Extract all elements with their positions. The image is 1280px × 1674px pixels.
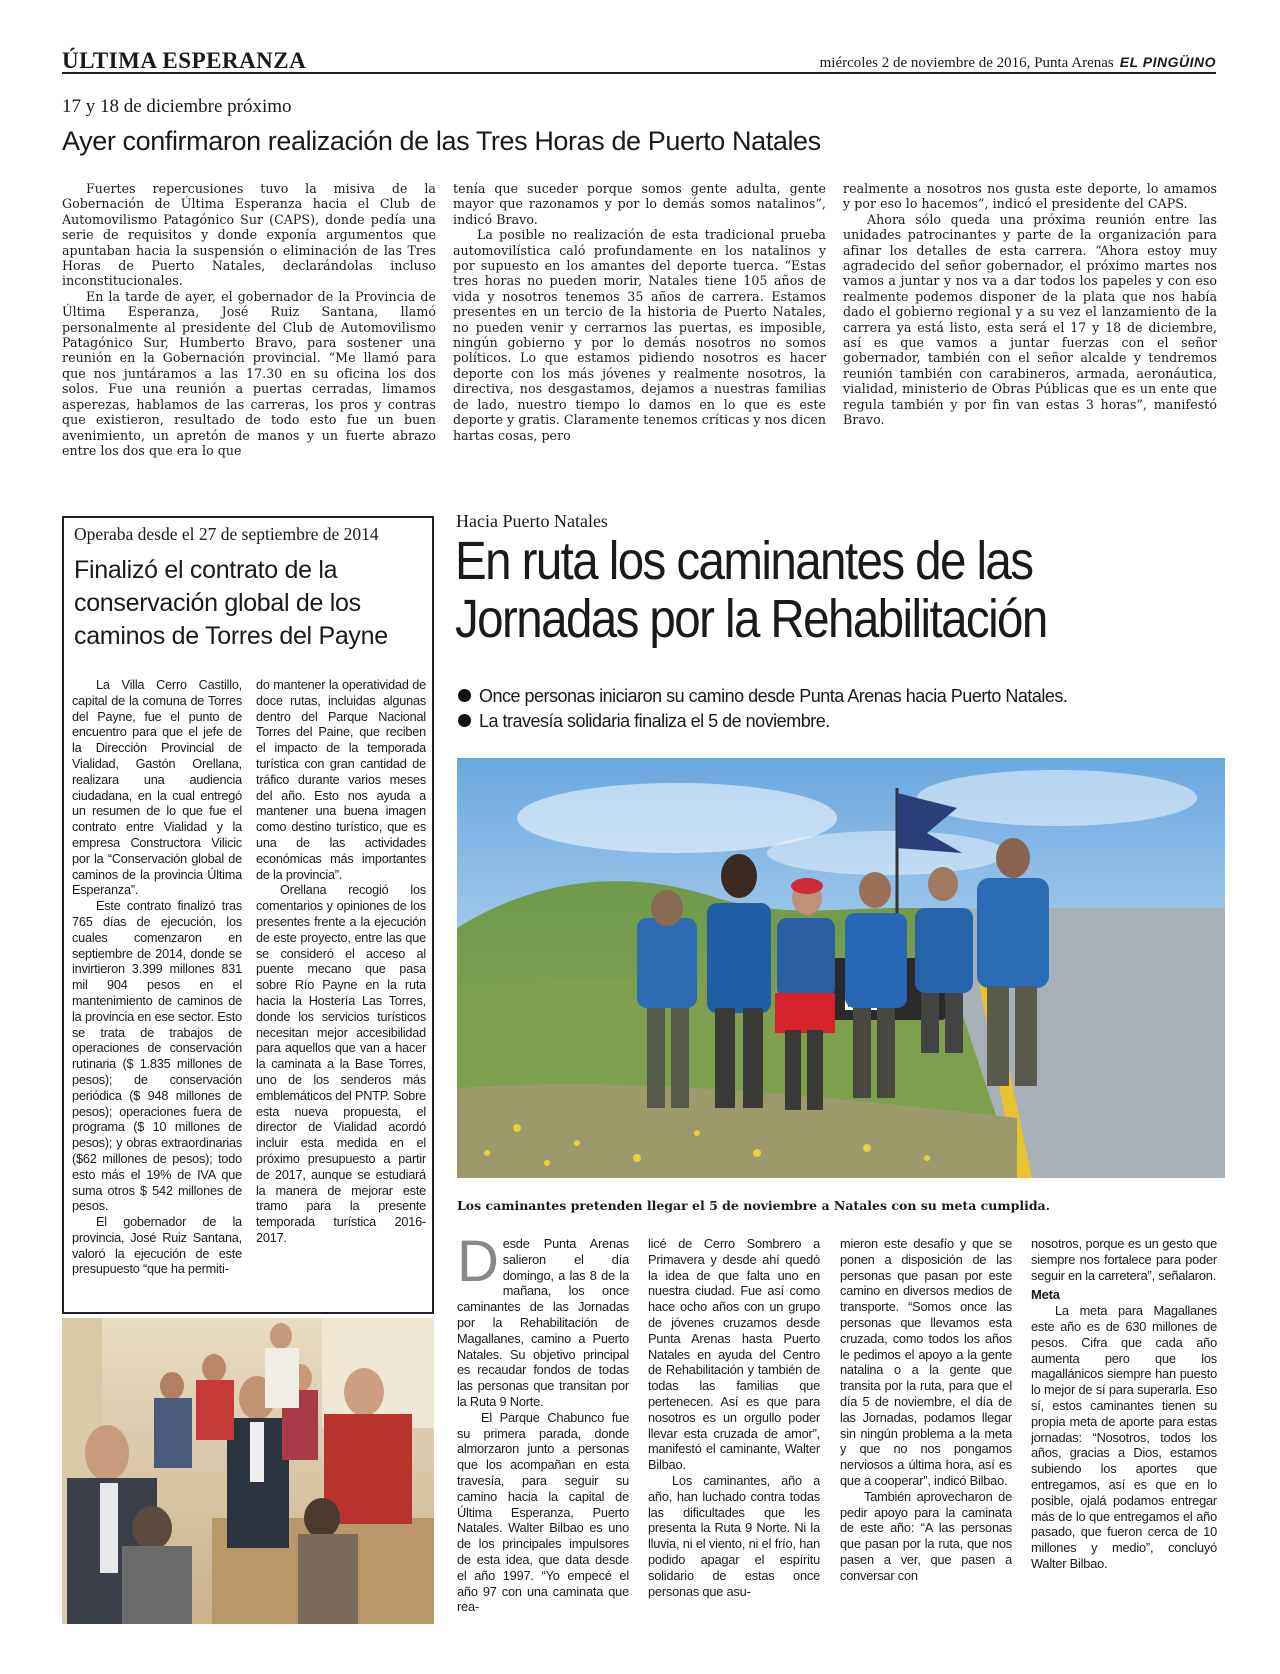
newspaper-logo: EL PINGÜINO — [1119, 54, 1216, 70]
main-article-column-3 — [840, 1236, 1012, 1636]
paragraph: La posible no realización de esta tradicional prueba automovilística caló profundamente en los natalinos y por supuesto en los amantes del deporte tuerca. “Estas tres horas no pueden morir, Natales tiene 105 años de vida y nosotros tenemos 35 años de carrera. Estamos presentes en un tercio de la historia de Puerto Natales, no pueden venir y cerrarnos las puertas, es imposible, ningún gobierno y por lo demás nosotros no somos políticos. Lo que estamos pidiendo nosotros es hacer deporte con los más jóvenes y realmente nosotros, la directiva, nos desgastamos, dejamos a nuestras familias de lado, nuestro tiempo lo damos en lo que es este deporte y gratis. Claramente tenemos críticas y nos dicen hartas cosas, pero — [453, 227, 826, 443]
paragraph: tenía que suceder porque somos gente adulta, gente mayor que razonamos y por lo demás somos natalinos”, indicó Bravo. — [453, 181, 826, 227]
page-header — [62, 48, 1216, 74]
sidebar-article-column-1 — [72, 678, 242, 1308]
paragraph: El gobernador de la provincia, José Ruiz Santana, valoró la ejecución de este presupuesto “que ha permiti- — [72, 1215, 242, 1277]
top-article-column-1 — [62, 181, 436, 485]
top-article-headline: Ayer confirmaron realización de las Tres Horas de Puerto Natales — [62, 126, 821, 156]
meeting-photo — [62, 1318, 434, 1624]
paragraph: Los caminantes, año a año, han luchado contra todas las dificultades que les presenta la Ruta 9 Norte. Ni la lluvia, ni el viento, ni el frío, han podido apagar el espíritu solidario de estas once personas que asu- — [648, 1472, 820, 1599]
main-article-column-4 — [1031, 1236, 1217, 1636]
paragraph: nosotros, porque es un gesto que siempre nos fortalece para poder seguir en la carretera”, señalaron. — [1031, 1236, 1217, 1283]
paragraph: Este contrato finalizó tras 765 días de ejecución, los cuales comenzaron en septiembre de 2014, donde se invirtieron 3.399 millones 831 mil 904 pesos en el mantenimiento de caminos de la provincia en ese sector. Esto se trata de trabajos de operaciones de conservación rutinaria ($ 1.835 millones de pesos); de conservación periódica ($ 948 millones de pesos); operaciones fuera de programa ($ 10 millones de pesos); y obras extraordinarias ($62 millones de pesos); todo esto más el 19% de IVA que suma otros $ 542 millones de pesos. — [72, 899, 242, 1214]
walkers-photo-image — [457, 758, 1225, 1178]
top-article-column-3 — [843, 181, 1217, 485]
paragraph: realmente a nosotros nos gusta este deporte, lo amamos y por eso lo hacemos”, indicó el presidente del CAPS. — [843, 181, 1217, 212]
top-article-kicker: 17 y 18 de diciembre próximo — [62, 96, 292, 117]
main-article-bullets — [458, 684, 1067, 734]
bullet-item — [458, 709, 1067, 734]
paragraph: Orellana recogió los comentarios y opiniones de los presentes frente a la ejecución de este proyecto, entre las que se consideró el acceso al puente mecano que pasa sobre Río Payne en la ruta hacia la Hostería Las Torres, donde los servicios turísticos necesitan mejor accesibilidad para aquellos que van a hacer la caminata a la Base Torres, uno de los senderos más emblemáticos del PNTP. Sobre esta nueva propuesta, el director de Vialidad acordó incluir esta medida en el próximo presupuesto a partir de 2017, aunque se estudiará la manera de mejorar este tramo para la presente temporada turística 2016-2017. — [256, 883, 426, 1245]
main-article-column-2 — [648, 1236, 820, 1636]
paragraph: También aprovecharon de pedir apoyo para la caminata de este año: “A las personas que pasan por la ruta, que nos pasen a ver, que pasen a conversar con — [840, 1488, 1012, 1583]
main-article-kicker: Hacia Puerto Natales — [456, 511, 608, 531]
paragraph: Ahora sólo queda una próxima reunión entre las unidades patrocinantes y parte de la organización para afinar los detalles de esta carrera. “Ahora estoy muy agradecido del señor gobernador, el próximo martes nos vamos a juntar y nos va a dar todos los papeles y con eso realmente podemos disponer de la plata que nos había dado el gobierno regional y a su vez el lanzamiento de la carrera ya está listo, esta será el 17 y 18 de diciembre, así es que vamos a juntar fuerzas con el señor gobernador, también con el señor alcalde y tendremos reunión también con carabineros, armada, aeronáutica, vialidad, ministerio de Obras Públicas que es un ente que regula también y por fin van estas 3 horas”, manifestó Bravo. — [843, 211, 1217, 428]
section-name: ÚLTIMA ESPERANZA — [62, 48, 307, 73]
paragraph: licé de Cerro Sombrero a Primavera y desde ahí quedó la idea de que falta uno en nuestra ciudad. Fue así como hace ocho años con un grupo de jóvenes cruzamos desde Punta Arenas hasta Puerto Natales en ayuda del Centro de Rehabilitación y también de todas las familias que pertenecen. Así es que para nosotros es un orgullo poder llevar esta cruzada de amor”, manifestó el caminante, Walter Bilbao. — [648, 1236, 820, 1473]
sidebar-article-box — [62, 516, 434, 1314]
subheading: Meta — [1031, 1287, 1060, 1303]
dateline-area — [820, 54, 1216, 72]
paragraph: esde Punta Arenas salieron el día domingo, a las 8 de la mañana, los once caminantes de las Jornadas por la Rehabilitación de Magallanes, camino a Puerto Natales. Su objetivo principal es recaudar fondos de todas las personas que transitan por la Ruta 9 Norte. — [457, 1236, 629, 1409]
paragraph: Fuertes repercusiones tuvo la misiva de la Gobernación de Última Esperanza hacia el Club de Automovilismo Patagónico Sur (CAPS), donde pedía una serie de requisitos y donde exponía argumentos que apuntaban hacia la suspensión o eliminación de las Tres Horas de Puerto Natales, declarándolas incluso inconstitucionales. — [62, 181, 436, 289]
sidebar-article-column-2 — [256, 678, 426, 1308]
paragraph: La Villa Cerro Castillo, capital de la comuna de Torres del Payne, fue el punto de encuentro para que el jefe de la Dirección Provincial de Vialidad, Gastón Orellana, realizara una audiencia ciudadana, en la cual entregó un resumen de lo que fue el contrato entre Vialidad y la empresa Constructora Vilicic por la “Conservación global de caminos de la provincia Última Esperanza”. — [72, 678, 242, 898]
photo-caption: Los caminantes pretenden llegar el 5 de noviembre a Natales con su meta cumplida. — [457, 1198, 1051, 1213]
sidebar-article-headline: Finalizó el contrato de la conservación global de los caminos de Torres del Payne — [74, 556, 388, 650]
meeting-photo-image — [62, 1318, 434, 1624]
paragraph: do mantener la operatividad de doce rutas, incluidas algunas dentro del Parque Nacional Torres del Paine, que reciben el impacto de la temporada turística con gran cantidad de tráfico durante varios meses del año. Esto nos ayuda a mantener una buena imagen como destino turístico, que es una de las actividades económicas más importantes de la provincia”. — [256, 678, 426, 882]
bullet-item — [458, 684, 1067, 709]
bullet-text: Once personas iniciaron su camino desde Punta Arenas hacia Puerto Natales. — [479, 686, 1068, 706]
bullet-dot-icon — [458, 714, 471, 727]
sidebar-article-kicker: Operaba desde el 27 de septiembre de 2014 — [74, 524, 379, 544]
main-article-headline — [455, 532, 1141, 648]
bullet-text: La travesía solidaria finaliza el 5 de noviembre. — [479, 711, 830, 731]
main-article-column-1 — [457, 1236, 629, 1636]
dateline: miércoles 2 de noviembre de 2016, Punta Arenas — [819, 55, 1114, 71]
walkers-photo — [457, 758, 1225, 1178]
headline-line: Jornadas por la Rehabilitación — [455, 589, 1047, 649]
top-article-column-2 — [453, 181, 826, 485]
paragraph: mieron este desafío y que se ponen a disposición de las personas que pasan por este camino en diversos medios de transporte. “Somos once las personas que llevamos esta cruzada, como todos los años le pedimos el apoyo a la gente natalina o a la gente que transita por la ruta, para que el día 5 de noviembre, el día de las Jornadas, podamos llegar sin ningún problema a la meta y que no nos pongamos nerviosos a última hora, así es que a cooperar”, indicó Bilbao. — [840, 1236, 1012, 1488]
drop-cap: D — [457, 1236, 499, 1294]
headline-line: En ruta los caminantes de las — [455, 531, 1033, 591]
paragraph: En la tarde de ayer, el gobernador de la Provincia de Última Esperanza, José Ruiz Santana, llamó personalmente al presidente del Club de Automovilismo Patagónico Sur, Humberto Bravo, para sostener una reunión en la Gobernación provincial. “Me llamó para que nos juntáramos a las 17.30 en su oficina los dos solos. Fue una reunión a puertas cerradas, limamos asperezas, hablamos de las carreras, los pros y contras que existieron, resultado de todo esto fue un buen avenimiento, un apretón de manos y un fuerte abrazo entre los dos que era lo que — [62, 288, 436, 458]
paragraph: La meta para Magallanes este año es de 630 millones de pesos. Cifra que cada año aumenta pero que los magallánicos siempre han puesto lo mejor de sí para superarla. Eso sí, estos caminantes tienen su propia meta de aporte para estas jornadas: “Nosotros, todos los años, gracias a Dios, estamos subiendo los aportes que entregamos, así es que en lo posible, ojalá podamos entregar más de lo que entregamos el año pasado, que fueron cerca de 10 millones y medio”, concluyó Walter Bilbao. — [1031, 1303, 1217, 1571]
bullet-dot-icon — [458, 689, 471, 702]
paragraph: El Parque Chabunco fue su primera parada, donde almorzaron junto a personas que los acompañan en esta travesía, para seguir su camino hacia la capital de Última Esperanza, Puerto Natales. Walter Bilbao es uno de los principales impulsores de esta idea, que data desde el año 1997. “Yo empecé el año 97 con una caminata que rea- — [457, 1409, 629, 1615]
